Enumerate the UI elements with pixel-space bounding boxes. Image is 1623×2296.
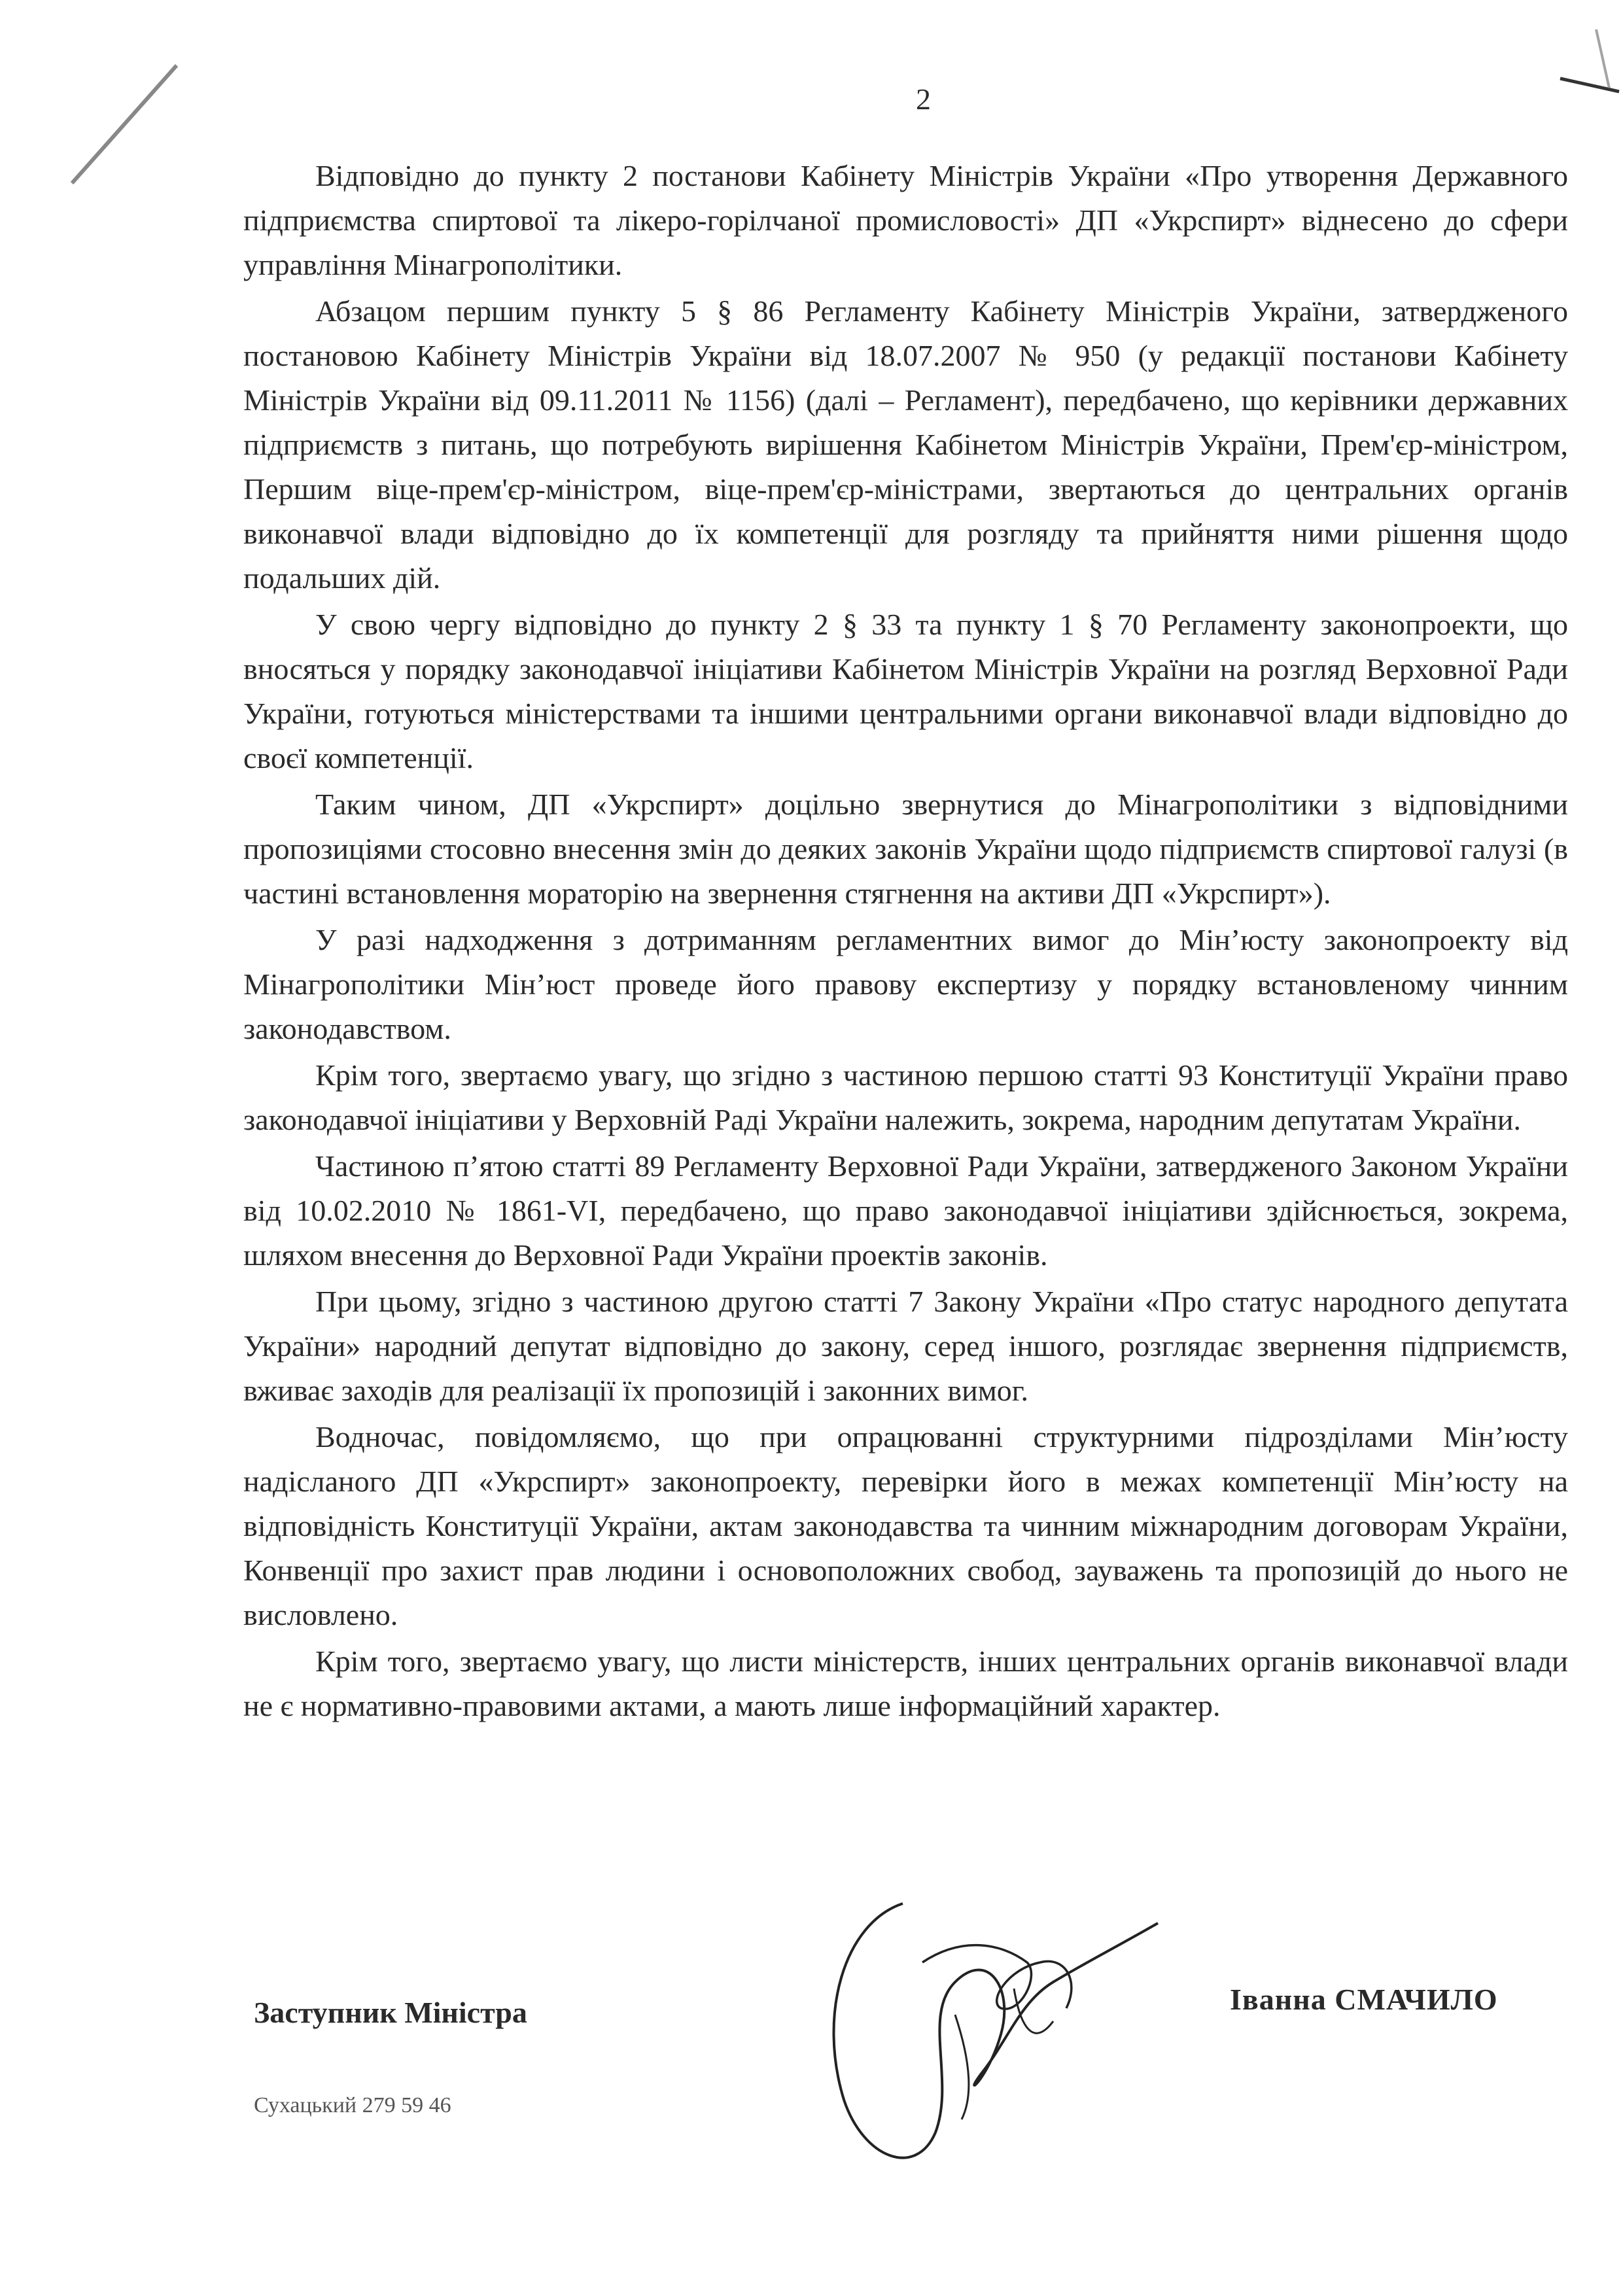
paragraph: У свою чергу відповідно до пункту 2 § 33 та пункту 1 § 70 Регламенту законопроекти, що вносяться у порядку законодавчої ініціативи Кабінетом Міністрів України на розгляд Верховної Ради України, готуються міністерствами та іншими центральними органи виконавчої влади відповідно до своєї компетенції. xyxy=(243,608,1568,774)
paragraph: Абзацом першим пункту 5 § 86 Регламенту Кабінету Міністрів України, затвердженого постановою Кабінету Міністрів України від 18.07.2007 № 950 (у редакції постанови Кабінету Міністрів України від 09.11.2011 № 1156) (далі – Регламент), передбачено, що керівники державних підприємств з питань, що потребують вирішення Кабінетом Міністрів України, Прем'єр-міністром, Першим віце-прем'єр-міністром, віце-прем'єр-міністрами, звертаються до центральних органів виконавчої влади відповідно до їх компетенції для розгляду та прийняття ними рішення щодо подальших дій. xyxy=(243,294,1568,595)
paragraph: Крім того, звертаємо увагу, що згідно з частиною першою статті 93 Конституції України право законодавчої ініціативи у Верховній Раді України належить, зокрема, народним депутатам України. xyxy=(243,1058,1568,1136)
paragraph: Таким чином, ДП «Укрспирт» доцільно звернутися до Мінагрополітики з відповідними пропозиціями стосовно внесення змін до деяких законів України щодо підприємств спиртової галузі (в частині встановлення мораторію на звернення стягнення на активи ДП «Укрспирт»). xyxy=(243,788,1568,910)
paragraph: Крім того, звертаємо увагу, що листи міністерств, інших центральних органів виконавчої влади не є нормативно-правовими актами, а мають лише інформаційний характер. xyxy=(243,1644,1568,1722)
paragraph: Частиною п’ятою статті 89 Регламенту Верховної Ради України, затвердженого Законом України від 10.02.2010 № 1861-VI, передбачено, що право законодавчої ініціативи здійснюється, зокрема, шляхом внесення до Верховної Ради України проектів законів. xyxy=(243,1149,1568,1272)
signer-title: Заступник Міністра xyxy=(254,1996,527,2029)
handwritten-signature xyxy=(805,1884,1171,2198)
paragraph: Відповідно до пункту 2 постанови Кабінету Міністрів України «Про утворення Державного підприємства спиртової та лікеро-горілчаної промисловості» ДП «Укрспирт» віднесено до сфери управління Мінагрополітики. xyxy=(243,159,1568,281)
executor-contact: Сухацький 279 59 46 xyxy=(254,2093,451,2117)
paragraph: При цьому, згідно з частиною другою статті 7 Закону України «Про статус народного депутата України» народний депутат відповідно до закону, серед іншого, розглядає звернення підприємств, вживає заходів для реалізації їх пропозицій і законних вимог. xyxy=(243,1285,1568,1407)
paragraph: У разі надходження з дотриманням регламентних вимог до Мін’юсту законопроекту від Мінагрополітики Мін’юст проведе його правову експертизу у порядку встановленому чинним законодавством. xyxy=(243,923,1568,1045)
scan-edge-mark xyxy=(65,59,183,190)
page-number: 2 xyxy=(916,82,931,116)
signer-name: Іванна СМАЧИЛО xyxy=(1230,1983,1498,2016)
paragraph: Водночас, повідомляємо, що при опрацюванні структурними підрозділами Мін’юсту надісланого ДП «Укрспирт» законопроекту, перевірки його в межах компетенції Мін’юсту на відповідність Конституції України, актам законодавства та чинним міжнародним договорам України, Конвенції про захист прав людини і основоположних свобод, зауважень та пропозицій до нього не висловлено. xyxy=(243,1420,1568,1631)
letter-body xyxy=(243,154,1568,1730)
scan-corner-mark xyxy=(1557,26,1622,98)
